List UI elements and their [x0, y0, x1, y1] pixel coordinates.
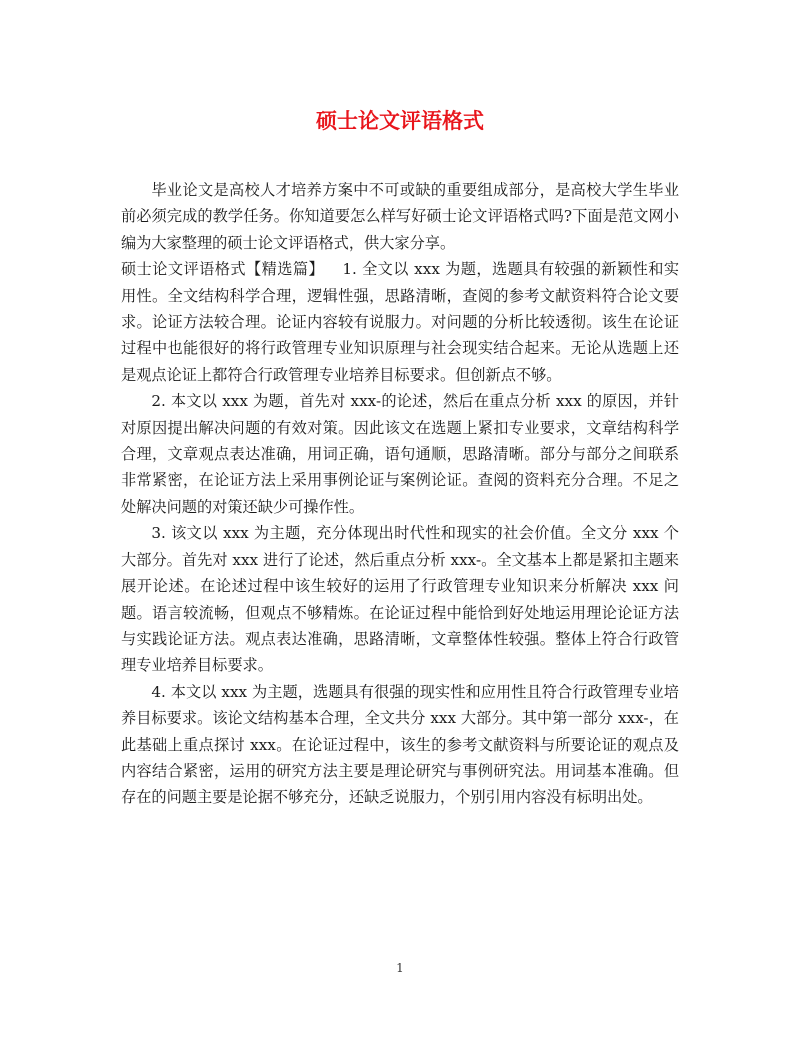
paragraph-1	[121, 256, 679, 388]
paragraph-1-text: 1. 全文以 xxx 为题，选题具有较强的新颖性和实用性。全文结构科学合理，逻辑性强，思路清晰，查阅的参考文献资料符合论文要求。论证方法较合理。论证内容较有说服力。对问题的分析比较透彻。该生在论证过程中也能很好的将行政管理专业知识原理与社会现实结合起来。无论从选题上还是观点论证上都符合行政管理专业培养目标要求。但创新点不够。	[121, 260, 680, 384]
page-number: 1	[396, 961, 404, 975]
section-label: 硕士论文评语格式【精选篇】	[121, 260, 325, 279]
paragraph-3: 3. 该文以 xxx 为主题，充分体现出时代性和现实的社会价值。全文分 xxx 个大部分。首先对 xxx 进行了论述，然后重点分析 xxx-。全文基本上都是紧扣主题来展开论述。在论述过程中该生较好的运用了行政管理专业知识来分析解决 xxx 问题。语言较流畅，但观点不够精炼。在论证过程中能恰到好处地运用理论论证方法与实践论证方法。观点表达准确，思路清晰，文章整体性较强。整体上符合行政管理专业培养目标要求。	[121, 524, 679, 675]
document-body	[121, 177, 679, 811]
paragraph-4: 4. 本文以 xxx 为主题，选题具有很强的现实性和应用性且符合行政管理专业培养目标要求。该论文结构基本合理，全文共分 xxx 大部分。其中第一部分 xxx-，在此基础上重点探讨 xxx。在论证过程中，该生的参考文献资料与所要论证的观点及内容结合紧密，运用的研究方法主要是理论研究与事例研究法。用词基本准确。但存在的问题主要是论据不够充分，还缺乏说服力，个别引用内容没有标明出处。	[121, 682, 679, 807]
page-title: 硕士论文评语格式	[316, 109, 484, 133]
intro-paragraph: 毕业论文是高校人才培养方案中不可或缺的重要组成部分，是高校大学生毕业前必须完成的教学任务。你知道要怎么样写好硕士论文评语格式吗?下面是范文网小编为大家整理的硕士论文评语格式，供大家分享。	[121, 181, 679, 252]
paragraph-2: 2. 本文以 xxx 为题，首先对 xxx-的论述，然后在重点分析 xxx 的原因，并针对原因提出解决问题的有效对策。因此该文在选题上紧扣专业要求，文章结构科学合理，文章观点表达准确，用词正确，语句通顺，思路清晰。部分与部分之间联系非常紧密，在论证方法上采用事例论证与案例论证。查阅的资料充分合理。不足之处解决问题的对策还缺少可操作性。	[121, 392, 679, 516]
